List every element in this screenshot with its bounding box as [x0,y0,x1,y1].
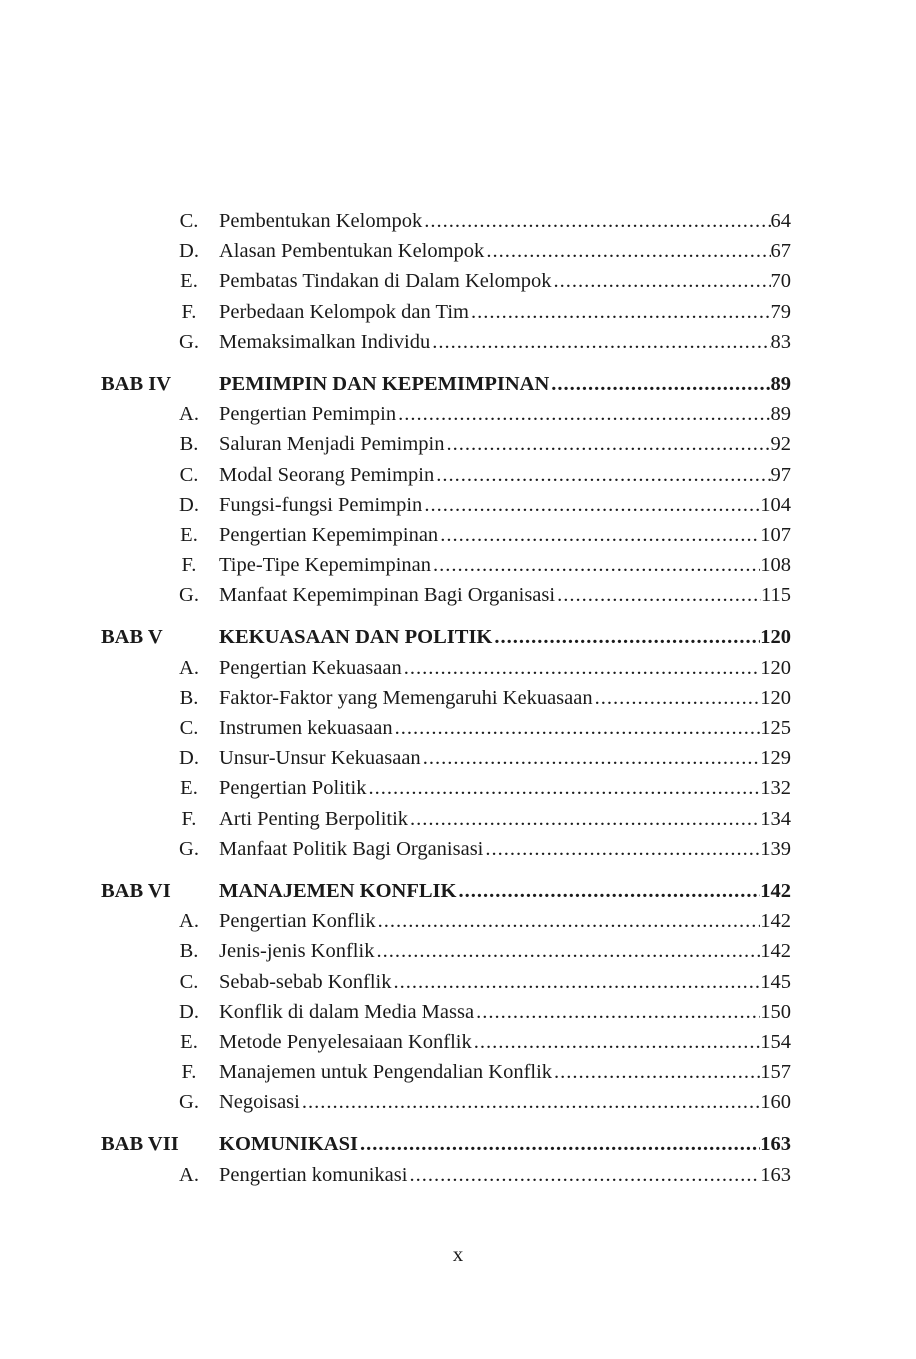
dot-leader [376,906,761,936]
chapter-row [101,369,791,399]
item-letter: C. [179,463,199,486]
item-page: 154 [760,1030,791,1053]
chapter-row [101,1129,791,1159]
item-title-cell [219,550,791,580]
dot-leader [431,550,760,580]
item-title-cell [219,236,791,266]
item-title: Sebab-sebab Konflik [219,970,392,993]
chapter-number: BAB VII [101,1133,179,1156]
toc-item [101,997,791,1027]
item-letter: F. [181,554,197,577]
toc-item [101,266,791,296]
dot-leader [393,713,761,743]
item-title: Pengertian Politik [219,777,367,800]
toc-item [101,1027,791,1057]
dot-leader [549,369,770,399]
chapter-title: KOMUNIKASI [219,1133,358,1156]
item-title: Modal Seorang Pemimpin [219,463,435,486]
toc-item [101,713,791,743]
dot-leader [472,1027,760,1057]
dot-leader [444,429,770,459]
chapter-page: 89 [770,372,791,395]
item-letter: F. [181,1061,197,1084]
item-page: 107 [760,523,791,546]
chapter-number: BAB V [101,626,163,649]
item-title-cell [219,997,791,1027]
chapter-title-cell [219,876,791,906]
item-title-cell [219,936,791,966]
item-title-cell [219,1160,791,1190]
chapter-row [101,622,791,652]
page-number: x [452,1242,464,1266]
dot-leader [469,297,771,327]
item-title-cell [219,906,791,936]
chapter-title-cell [219,1129,791,1159]
dot-leader [438,520,760,550]
item-title: Negoisasi [219,1091,300,1114]
dot-leader [484,236,770,266]
item-title: Konflik di dalam Media Massa [219,1000,475,1023]
item-title-cell [219,804,791,834]
item-title: Faktor-Faktor yang Memengaruhi Kekuasaan [219,686,593,709]
item-title: Manajemen untuk Pengendalian Konflik [219,1061,553,1084]
dot-leader [593,683,761,713]
item-title-cell [219,297,791,327]
chapter-row [101,876,791,906]
item-title-cell [219,399,791,429]
item-letter: D. [179,240,199,263]
item-page: 160 [760,1091,791,1114]
item-title: Manfaat Politik Bagi Organisasi [219,837,484,860]
item-title: Pengertian Kekuasaan [219,656,402,679]
item-page: 97 [770,463,791,486]
dot-leader [492,622,760,652]
dot-leader [407,1160,760,1190]
toc-section [101,622,791,864]
toc-item [101,297,791,327]
item-title-cell [219,1027,791,1057]
item-title: Pengertian Kepemimpinan [219,523,439,546]
toc-item [101,490,791,520]
toc-item [101,967,791,997]
item-page: 120 [760,686,791,709]
item-page: 92 [770,433,791,456]
item-title: Jenis-jenis Konflik [219,940,375,963]
dot-leader [421,743,761,773]
dot-leader [422,206,770,236]
item-title: Pengertian Konflik [219,910,376,933]
item-letter: C. [179,717,199,739]
toc-item [101,834,791,864]
item-title-cell [219,490,791,520]
item-letter: F. [181,807,197,830]
item-title-cell [219,1087,791,1117]
toc-item [101,327,791,357]
item-letter: D. [179,747,199,770]
item-title: Perbedaan Kelompok dan Tim [219,300,469,323]
chapter-number: BAB VI [101,879,171,902]
item-title: Instrumen kekuasaan [219,717,393,739]
item-page: 89 [770,403,791,426]
item-page: 104 [760,493,791,516]
toc-item [101,520,791,550]
toc-item [101,206,791,236]
dot-leader [402,653,761,683]
toc-item [101,460,791,490]
toc-item [101,653,791,683]
item-letter: E. [180,523,198,546]
item-title: Pengertian Pemimpin [219,403,397,426]
chapter-title-cell [219,369,791,399]
chapter-number: BAB IV [101,372,172,395]
item-title-cell [219,520,791,550]
toc-item [101,550,791,580]
item-title-cell [219,429,791,459]
dot-leader [552,266,771,296]
item-title-cell [219,1057,791,1087]
item-title-cell [219,460,791,490]
item-title-cell [219,834,791,864]
item-title-cell [219,743,791,773]
item-page: 79 [770,300,791,323]
item-letter: C. [179,210,199,232]
item-page: 163 [760,1163,791,1186]
toc-item [101,399,791,429]
dot-leader [474,997,760,1027]
item-letter: E. [180,1030,198,1053]
item-page: 108 [760,554,791,577]
item-page: 115 [761,584,791,607]
item-letter: F. [181,300,197,323]
item-page: 125 [760,717,791,739]
toc-item [101,804,791,834]
item-page: 70 [770,270,791,293]
toc-section [101,369,791,611]
dot-leader [430,327,770,357]
item-title-cell [219,580,791,610]
item-page: 150 [760,1000,791,1023]
toc-item [101,936,791,966]
dot-leader [422,490,760,520]
item-letter: G. [179,1091,199,1114]
dot-leader [396,399,770,429]
dot-leader [358,1129,760,1159]
item-title: Tipe-Tipe Kepemimpinan [219,554,432,577]
item-title-cell [219,967,791,997]
item-title: Manfaat Kepemimpinan Bagi Organisasi [219,584,556,607]
toc-section [101,206,791,357]
item-letter: D. [179,1000,199,1023]
toc-item [101,1160,791,1190]
chapter-page: 163 [760,1133,791,1156]
item-letter: E. [180,270,198,293]
item-letter: G. [179,330,199,353]
item-title: Saluran Menjadi Pemimpin [219,433,445,456]
item-title: Pengertian komunikasi [219,1163,408,1186]
item-letter: C. [179,970,199,993]
item-letter: B. [179,433,199,456]
toc-item [101,906,791,936]
item-page: 157 [760,1061,791,1084]
item-letter: B. [179,686,199,709]
dot-leader [374,936,760,966]
item-page: 120 [760,656,791,679]
item-letter: A. [179,656,199,679]
chapter-title: MANAJEMEN KONFLIK [219,879,457,902]
item-letter: E. [180,777,198,800]
item-title: Metode Penyelesaiaan Konflik [219,1030,472,1053]
item-page: 142 [760,940,791,963]
item-page: 132 [760,777,791,800]
dot-leader [366,773,760,803]
item-title: Memaksimalkan Individu [219,330,431,353]
item-letter: A. [179,403,199,426]
item-title-cell [219,683,791,713]
item-page: 139 [760,837,791,860]
item-title-cell [219,713,791,743]
item-title-cell [219,266,791,296]
toc-item [101,1057,791,1087]
item-title: Unsur-Unsur Kekuasaan [219,747,421,770]
item-letter: A. [179,910,199,933]
chapter-title-cell [219,622,791,652]
item-page: 64 [770,210,791,232]
toc-item [101,1087,791,1117]
toc-item [101,580,791,610]
dot-leader [555,580,761,610]
item-letter: G. [179,584,199,607]
dot-leader [392,967,761,997]
toc-item [101,429,791,459]
dot-leader [456,876,760,906]
chapter-title: PEMIMPIN DAN KEPEMIMPINAN [219,372,550,395]
item-page: 145 [760,970,791,993]
item-title-cell [219,653,791,683]
item-title: Alasan Pembentukan Kelompok [219,240,485,263]
item-title: Arti Penting Berpolitik [219,807,409,830]
item-title: Pembentukan Kelompok [219,210,423,232]
item-page: 129 [760,747,791,770]
toc-item [101,683,791,713]
table-of-contents [101,206,791,1202]
chapter-title: KEKUASAAN DAN POLITIK [219,626,493,649]
item-page: 134 [760,807,791,830]
item-letter: A. [179,1163,199,1186]
dot-leader [552,1057,760,1087]
item-page: 67 [770,240,791,263]
item-title-cell [219,773,791,803]
dot-leader [434,460,770,490]
item-title: Fungsi-fungsi Pemimpin [219,493,423,516]
chapter-page: 142 [760,879,791,902]
item-letter: G. [179,837,199,860]
toc-section [101,876,791,1118]
item-title: Pembatas Tindakan di Dalam Kelompok [219,270,552,293]
item-title-cell [219,327,791,357]
chapter-page: 120 [760,626,791,649]
item-page: 142 [760,910,791,933]
dot-leader [300,1087,760,1117]
dot-leader [483,834,760,864]
toc-section [101,1129,791,1189]
item-page: 83 [770,330,791,353]
toc-item [101,773,791,803]
item-letter: D. [179,493,199,516]
toc-item [101,743,791,773]
toc-item [101,236,791,266]
item-title-cell [219,206,791,236]
item-letter: B. [179,940,199,963]
dot-leader [408,804,760,834]
